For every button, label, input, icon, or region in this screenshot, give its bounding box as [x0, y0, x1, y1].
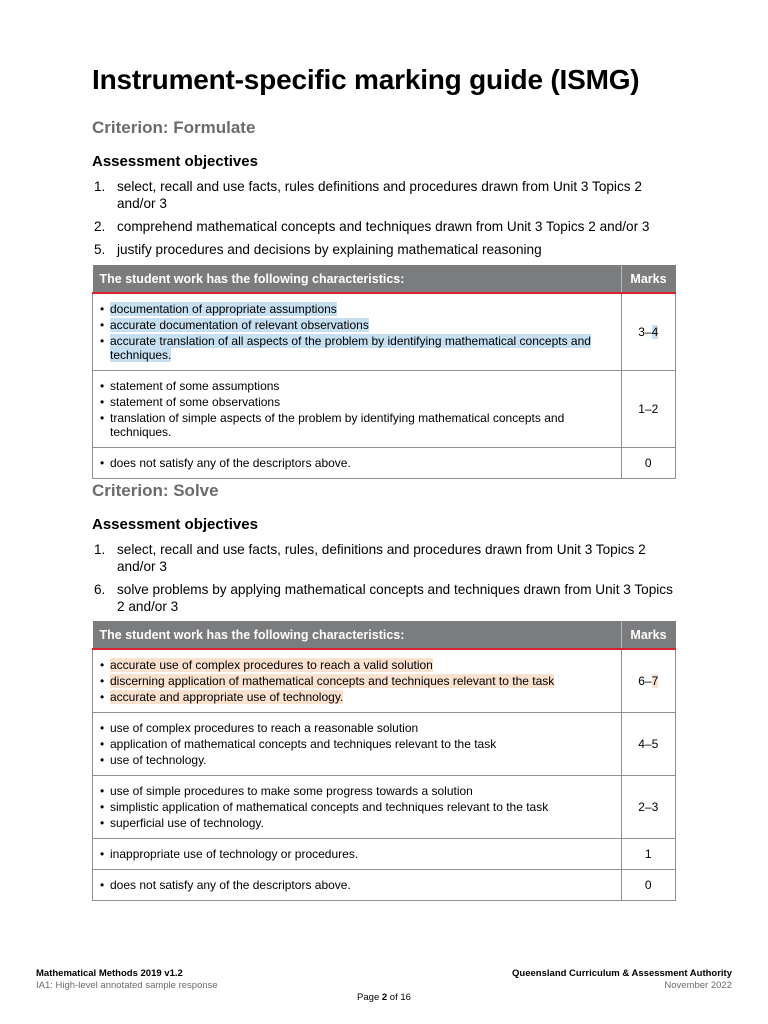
objective-item: 5. justify procedures and decisions by explaining mathematical reasoning	[94, 242, 542, 257]
footer-subject: Mathematical Methods 2019 v1.2	[36, 968, 183, 979]
descriptor: • does not satisfy any of the descriptors above.	[99, 878, 615, 892]
characteristics-header: The student work has the following characteristics:	[93, 265, 622, 293]
marks-cell: 0	[621, 870, 676, 901]
marks-cell: 3–4	[621, 293, 676, 371]
footer-doc: IA1: High-level annotated sample response	[36, 980, 218, 991]
table-row	[93, 776, 676, 839]
marks-header: Marks	[621, 265, 676, 293]
descriptor: accurate use of complex procedures to reach a valid solution	[110, 658, 433, 672]
descriptor: • does not satisfy any of the descriptors above.	[99, 456, 615, 470]
descriptor: documentation of appropriate assumptions	[110, 302, 337, 316]
solve-objectives-heading: Assessment objectives	[92, 516, 258, 533]
solve-marking-table	[92, 621, 676, 901]
marks-cell: 1–2	[621, 371, 676, 448]
footer-right	[512, 968, 732, 992]
descriptor: accurate translation of all aspects of the problem by identifying mathematical concepts and techniques.	[110, 334, 591, 362]
descriptor: • statement of some observations	[99, 395, 615, 409]
marks-cell: 0	[621, 448, 676, 479]
formulate-objectives-heading: Assessment objectives	[92, 153, 258, 170]
table-row	[93, 870, 676, 901]
table-row	[93, 839, 676, 870]
criterion-solve-heading: Criterion: Solve	[92, 481, 219, 500]
descriptor: • use of simple procedures to make some progress towards a solution	[99, 784, 615, 798]
marks-cell: 4–5	[621, 713, 676, 776]
formulate-objectives-list	[92, 178, 676, 264]
formulate-marking-table	[92, 265, 676, 479]
page-title: Instrument-specific marking guide (ISMG)	[92, 64, 640, 95]
page-number: Page 2 of 16	[357, 992, 411, 1003]
descriptor: • simplistic application of mathematical concepts and techniques relevant to the task	[99, 800, 615, 814]
descriptor: • use of technology.	[99, 753, 615, 767]
objective-item: 2. comprehend mathematical concepts and techniques drawn from Unit 3 Topics 2 and/or 3	[94, 219, 650, 234]
marks-cell: 6–7	[621, 649, 676, 713]
descriptor: discerning application of mathematical concepts and techniques relevant to the task	[110, 674, 555, 688]
marks-header: Marks	[621, 621, 676, 649]
footer-left	[36, 968, 218, 992]
descriptor: accurate documentation of relevant observations	[110, 318, 369, 332]
descriptor: • statement of some assumptions	[99, 379, 615, 393]
marks-cell: 2–3	[621, 776, 676, 839]
descriptor: • superficial use of technology.	[99, 816, 615, 830]
characteristics-header: The student work has the following characteristics:	[93, 621, 622, 649]
table-row	[93, 713, 676, 776]
table-row	[93, 448, 676, 479]
footer-date: November 2022	[664, 980, 732, 991]
descriptor: • application of mathematical concepts and techniques relevant to the task	[99, 737, 615, 751]
descriptor: • inappropriate use of technology or procedures.	[99, 847, 615, 861]
solve-objectives-list	[92, 541, 676, 621]
table-row	[93, 371, 676, 448]
table-row	[93, 649, 676, 713]
descriptor: • use of complex procedures to reach a reasonable solution	[99, 721, 615, 735]
footer-org: Queensland Curriculum & Assessment Authority	[512, 968, 732, 979]
objective-item: 1. select, recall and use facts, rules, definitions and procedures drawn from Unit 3 Topics 2 and/or 3	[94, 542, 646, 574]
objective-item: 1. select, recall and use facts, rules definitions and procedures drawn from Unit 3 Topics 2 and/or 3	[94, 179, 642, 211]
descriptor: accurate and appropriate use of technology.	[110, 690, 344, 704]
criterion-formulate-heading: Criterion: Formulate	[92, 118, 256, 137]
descriptor: • translation of simple aspects of the problem by identifying mathematical concepts and techniques.	[99, 411, 615, 439]
marks-cell: 1	[621, 839, 676, 870]
objective-item: 6. solve problems by applying mathematical concepts and techniques drawn from Unit 3 Topics 2 and/or 3	[94, 582, 673, 614]
table-row	[93, 293, 676, 371]
